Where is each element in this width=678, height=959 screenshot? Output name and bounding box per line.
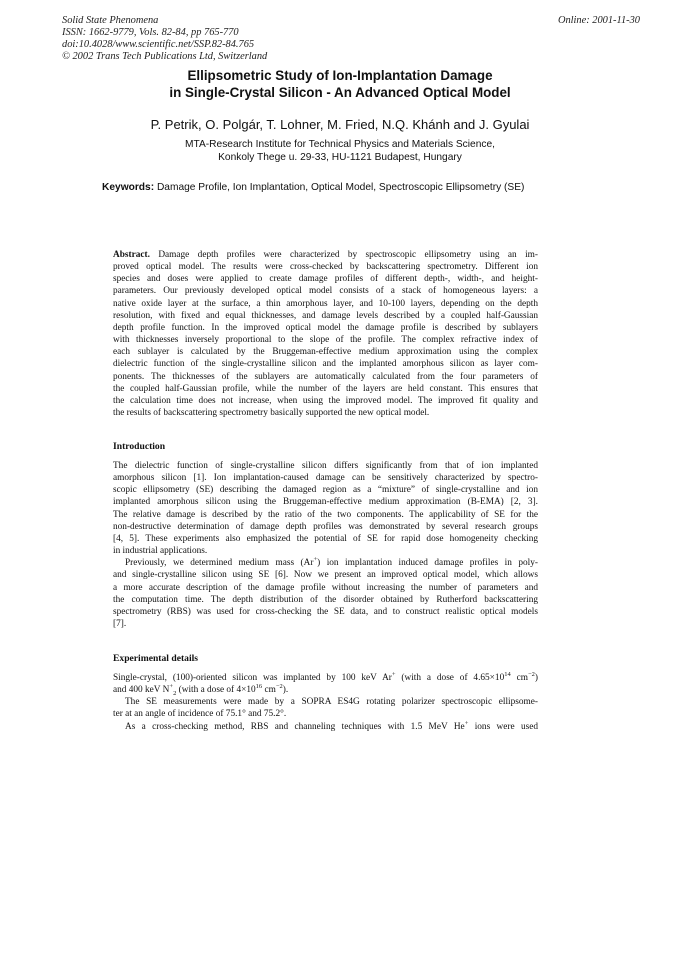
intro-line: Previously, we determined medium mass (Ar+) ion implantation induced damage profiles in poly-: [125, 556, 538, 569]
journal-issn: ISSN: 1662-9779, Vols. 82-84, pp 765-770: [62, 27, 239, 38]
authors: P. Petrik, O. Polgár, T. Lohner, M. Fried, N.Q. Khánh and J. Gyulai: [150, 117, 530, 132]
abstract-line: with thicknesses inversely proportional to the slope of the profile. The complex refractive index of: [113, 335, 538, 346]
intro-line: amorphous silicon [1]. Ion implantation-caused damage can be sensitively characterized by spectro-: [113, 473, 538, 484]
intro-line: a more accurate description of the damage profile without increasing the number of parameters and: [113, 582, 538, 593]
exp-line: ter at an angle of incidence of 75.1° and 75.2°.: [113, 709, 287, 720]
affiliation-line: MTA-Research Institute for Technical Physics and Materials Science,: [185, 139, 495, 150]
abstract-line: species and doses were applied to create damage profiles of different depth-, width-, and height-: [113, 274, 538, 285]
journal-header: [62, 15, 267, 63]
abstract-label: Abstract.: [113, 250, 150, 260]
affiliation-line: Konkoly Thege u. 29-33, HU-1121 Budapest, Hungary: [218, 151, 462, 163]
abstract-line: the coupled half-Gaussian profile, while the number of the layers are held constant. This ensures that: [113, 383, 538, 394]
intro-line: [7].: [113, 619, 127, 630]
paper-title: [60, 68, 620, 101]
abstract-line: each sublayer is calculated by the Bruggeman-effective medium approximation using the complex: [113, 347, 538, 358]
abstract-line: depth profile function. In the improved optical model the damage profile is described by sublayers: [113, 322, 538, 333]
journal-doi: doi:10.4028/www.scientific.net/SSP.82-84.765: [62, 39, 255, 50]
introduction-body: [113, 460, 538, 630]
title-line: in Single-Crystal Silicon - An Advanced Optical Model: [169, 84, 511, 100]
intro-line: in industrial applications.: [113, 546, 208, 557]
abstract-line: ponents. The thicknesses of the sublayers are automatically calculated from the four parameters of: [113, 371, 538, 382]
online-date: Online: 2001-11-30: [557, 15, 640, 26]
abstract-line: parameters. Our previously developed optical model consists of a stack of homogeneous layers: a: [113, 286, 538, 297]
abstract-line: the results of backscattering spectrometry basically supported the new optical model.: [113, 408, 430, 419]
keywords-text: Damage Profile, Ion Implantation, Optical Model, Spectroscopic Ellipsometry (SE): [156, 182, 525, 193]
journal-name: Solid State Phenomena: [62, 15, 159, 26]
intro-line: The relative damage is described by the ratio of the two components. The applicability of SE for the: [113, 509, 538, 520]
abstract: [113, 249, 538, 419]
section-heading-introduction: Introduction: [113, 441, 166, 452]
intro-line: implanted amorphous silicon using the Bruggeman-effective medium approximation (B-EMA) [2, 3].: [113, 497, 538, 508]
keywords-label: Keywords:: [102, 182, 155, 193]
abstract-line: native oxide layer at the surface, a thin amorphous layer, and 10-100 layers, depending on the depth: [113, 298, 538, 309]
section-heading-experimental: Experimental details: [113, 653, 199, 664]
intro-line: [4, 5]. These experiments also emphasized the potential of SE for rapid dose homogeneity checking: [113, 533, 538, 544]
title-line: Ellipsometric Study of Ion-Implantation Damage: [187, 68, 493, 83]
exp-line: and 400 keV $N^+_2$ (with a dose of $4\times 10^{16}$ $cm^{-2}$).: [113, 683, 289, 698]
exp-line: As a cross-checking method, RBS and channeling techniques with 1.5 MeV He+ ions were used: [125, 719, 538, 732]
intro-line: and single-crystalline silicon using SE [6]. Now we present an improved optical model, which allows: [113, 570, 538, 581]
keywords: [102, 182, 524, 195]
exp-line: The SE measurements were made by a SOPRA ES4G rotating polarizer spectroscopic ellipsome-: [125, 697, 538, 708]
affiliation: [60, 139, 620, 164]
abstract-line: dielectric function of the single-crystalline silicon and the implanted amorphous silicon as layer com-: [113, 359, 538, 370]
journal-copyright: © 2002 Trans Tech Publications Ltd, Switzerland: [62, 51, 268, 62]
intro-line: spectrometry (RBS) was used for cross-checking the SE data, and to construct realistic optical models: [113, 606, 538, 617]
exp-line: Single-crystal, (100)-oriented silicon was implanted by 100 keV Ar+ (with a dose of $4.65\times 10^{14}$ $cm^{-2}$): [113, 670, 538, 683]
experimental-body: [113, 672, 538, 733]
intro-line: the computation time. The depth distribution of the disorder obtained by Rutherford backscattering: [113, 594, 538, 605]
abstract-line: Abstract. Damage depth profiles were characterized by spectroscopic ellipsometry using an im-: [113, 250, 538, 260]
abstract-line: resolution, with fixed and equal thicknesses, and damage levels described by a coupled half-Gaussian: [113, 310, 538, 321]
abstract-line: the calculation time does not increase, when using the improved model. The improved fit quality and: [113, 395, 538, 406]
intro-line: non-destructive determination of damage depth profiles was demonstrated by several research groups: [113, 521, 538, 532]
intro-line: The dielectric function of single-crystalline silicon differs significantly from that of ion implanted: [113, 461, 538, 471]
abstract-line: proved optical model. The results were cross-checked by backscattering spectrometry. Different ion: [113, 262, 538, 273]
intro-line: scopic ellipsometry (SE) describing the damaged region as a “mixture” of single-crystalline and ion: [113, 485, 538, 496]
